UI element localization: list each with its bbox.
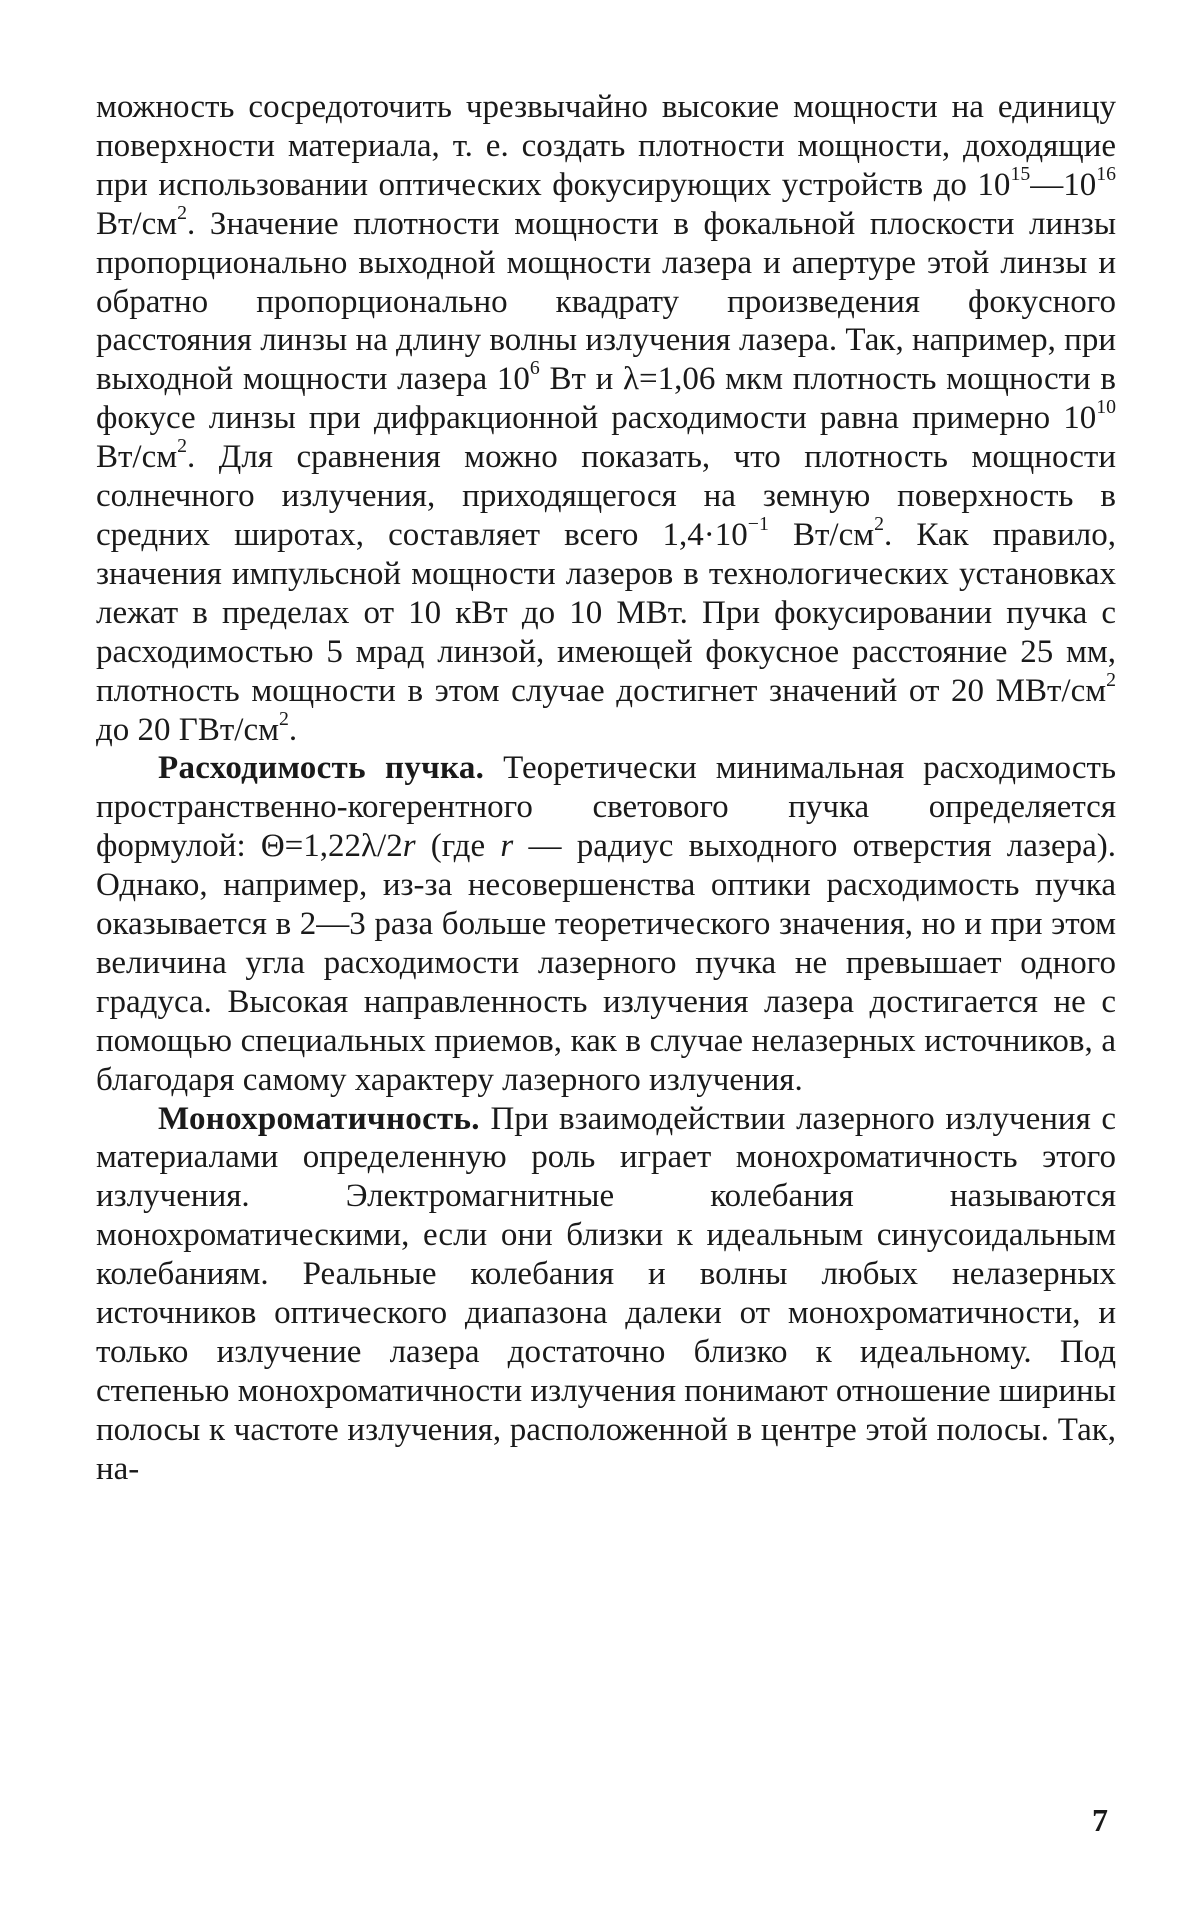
text-run: . Значение плотности мощности в фокальной плоскости линзы пропорционально выходной мощности лазера и апертуре этой линзы и обратно пропорционально квадрату произведения фокусного расстояния линзы на длину волны излучения лазера. Так, например, при выходной мощности лазера 10 xyxy=(96,205,1116,398)
exponent: 2 xyxy=(177,201,188,224)
text-run: Теоретически минимальная расходимость пространственно-когерентного светового пучка определяется формулой: Θ=1,22λ/2 xyxy=(96,750,1116,865)
exponent: 2 xyxy=(177,435,188,458)
section-heading: Расходимость пучка. xyxy=(158,750,485,787)
exponent: 2 xyxy=(1106,668,1116,691)
text-run: Вт/см xyxy=(96,205,178,242)
text-run: . Как правило, значения импульсной мощности лазеров в технологических установках лежат в пределах от 10 кВт до 10 МВт. При фокусировании пучка с расходимостью 5 мрад линзой, имеющей фокусное расстояние 25 мм, плотность мощности в этом случае достигнет значений от 20 МВт/см xyxy=(96,516,1116,709)
variable: r xyxy=(500,828,514,865)
exponent: 2 xyxy=(874,513,884,536)
variable: r xyxy=(402,828,416,865)
paragraph-monochromaticity xyxy=(96,1100,1116,1489)
text-run: — радиус выходного отверстия лазера). Однако, например, из-за несовершенства оптики расходимость пучка оказывается в 2—3 раза больше теоретического значения, но и при этом величина угла расходимости лазерного пучка не превышает одного градуса. Высокая направленность излучения лазера достигается не с помощью специальных приемов, как в случае нелазерных источников, а благодаря самому характеру лазерного излучения. xyxy=(96,828,1116,1098)
text-run: При взаимодействии лазерного излучения с материалами определенную роль играет монохроматичность этого излучения. Электромагнитные колебания называются монохроматическими, если они близки к идеальным синусоидальным колебаниям. Реальные колебания и волны любых нелазерных источников оптического диапазона далеки от монохроматичности, и только излучение лазера достаточно близко к идеальному. Под степенью монохроматичности излучения понимают отношение ширины полосы к частоте излучения, расположенной в центре этой полосы. Так, на- xyxy=(96,1100,1116,1487)
exponent: 2 xyxy=(279,707,289,730)
text-run: . xyxy=(288,711,298,748)
exponent: −1 xyxy=(747,513,769,536)
page-number: 7 xyxy=(1092,1802,1108,1838)
exponent: 6 xyxy=(529,357,540,380)
paragraph-beam-divergence xyxy=(96,749,1116,1099)
exponent: 15 xyxy=(1010,162,1031,185)
page-body xyxy=(96,88,1116,1489)
text-run: (где xyxy=(415,828,501,865)
text-run: Вт/см xyxy=(96,439,178,476)
text-run: . Для сравнения можно показать, что плотность мощности солнечного излучения, приходящегося на земную поверхность в средних широтах, составляет всего 1,4·10 xyxy=(96,439,1116,553)
text-run: Вт/см xyxy=(768,516,875,553)
paragraph-power-density xyxy=(96,88,1116,749)
text-run: Вт и λ=1,06 мкм плотность мощности в фокусе линзы при дифракционной расходимости равна примерно 10 xyxy=(96,361,1116,437)
exponent: 16 xyxy=(1096,162,1116,185)
section-heading: Монохроматичность. xyxy=(158,1100,480,1137)
text-run: —10 xyxy=(1030,166,1097,203)
exponent: 10 xyxy=(1096,396,1116,419)
text-run: до 20 ГВт/см xyxy=(96,711,279,748)
text-run: можность сосредоточить чрезвычайно высокие мощности на единицу поверхности материала, т. е. создать плотности мощности, доходящие при использовании оптических фокусирующих устройств до 10 xyxy=(96,89,1116,203)
